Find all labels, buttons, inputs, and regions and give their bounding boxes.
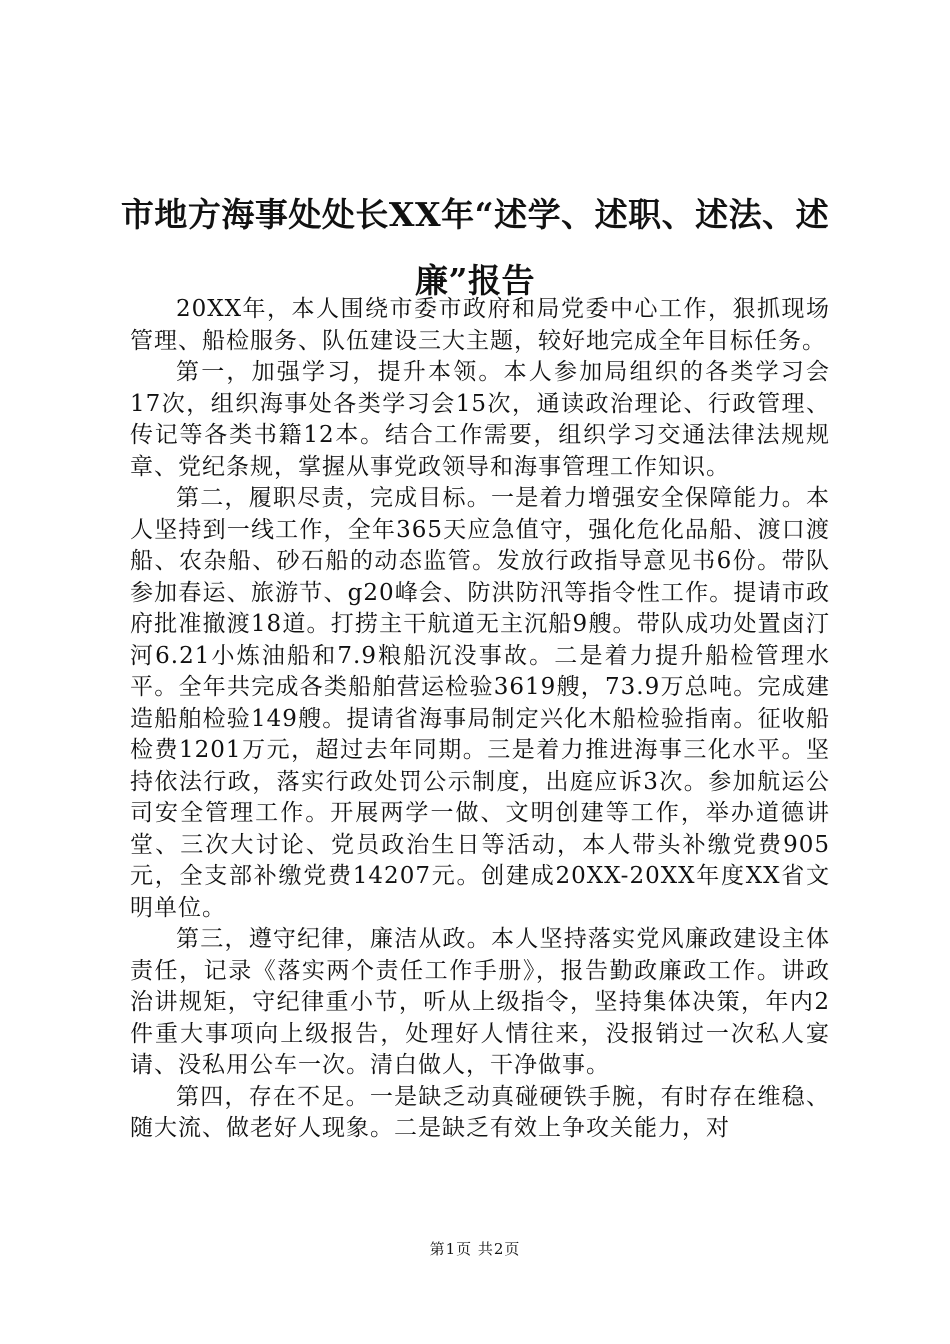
- paragraph-discipline: 第三，遵守纪律，廉洁从政。本人坚持落实党风廉政建设主体责任，记录《落实两个责任工作手册》，报告勤政廉政工作。讲政治讲规矩，守纪律重小节，听从上级指令，坚持集体决策，年内2件重大事项向上级报告，处理好人情往来，没报销过一次私人宴请、没私用公车一次。清白做人，干净做事。: [130, 926, 830, 1078]
- document-title: 市地方海事处处长XX年“述学、述职、述法、述廉”报告: [120, 195, 830, 300]
- paragraph-intro: 20XX年，本人围绕市委市政府和局党委中心工作，狠抓现场管理、船检服务、队伍建设三大主题，较好地完成全年目标任务。: [130, 296, 830, 354]
- paragraph-shortcomings: 第四，存在不足。一是缺乏动真碰硬铁手腕，有时存在维稳、随大流、做老好人现象。二是缺乏有效上争攻关能力，对: [130, 1083, 830, 1141]
- page-number-footer: 第1页 共2页: [429, 1240, 521, 1258]
- paragraph-study: 第一，加强学习，提升本领。本人参加局组织的各类学习会17次，组织海事处各类学习会15次，通读政治理论、行政管理、传记等各类书籍12本。结合工作需要，组织学习交通法律法规规章、党纪条规，掌握从事党政领导和海事管理工作知识。: [130, 359, 830, 480]
- document-body: [130, 294, 830, 1145]
- paragraph-duty: 第二，履职尽责，完成目标。一是着力增强安全保障能力。本人坚持到一线工作，全年365天应急值守，强化危化品船、渡口渡船、农杂船、砂石船的动态监管。发放行政指导意见书6份。带队参加春运、旅游节、g20峰会、防洪防汛等指令性工作。提请市政府批准撤渡18道。打捞主干航道无主沉船9艘。带队成功处置卤汀河6.21小炼油船和7.9粮船沉没事故。二是着力提升船检管理水平。全年共完成各类船舶营运检验3619艘，73.9万总吨。完成建造船舶检验149艘。提请省海事局制定兴化木船检验指南。征收船检费1201万元，超过去年同期。三是着力推进海事三化水平。坚持依法行政，落实行政处罚公示制度，出庭应诉3次。参加航运公司安全管理工作。开展两学一做、文明创建等工作，举办道德讲堂、三次大讨论、党员政治生日等活动，本人带头补缴党费905元，全支部补缴党费14207元。创建成20XX-20XX年度XX省文明单位。: [130, 485, 830, 921]
